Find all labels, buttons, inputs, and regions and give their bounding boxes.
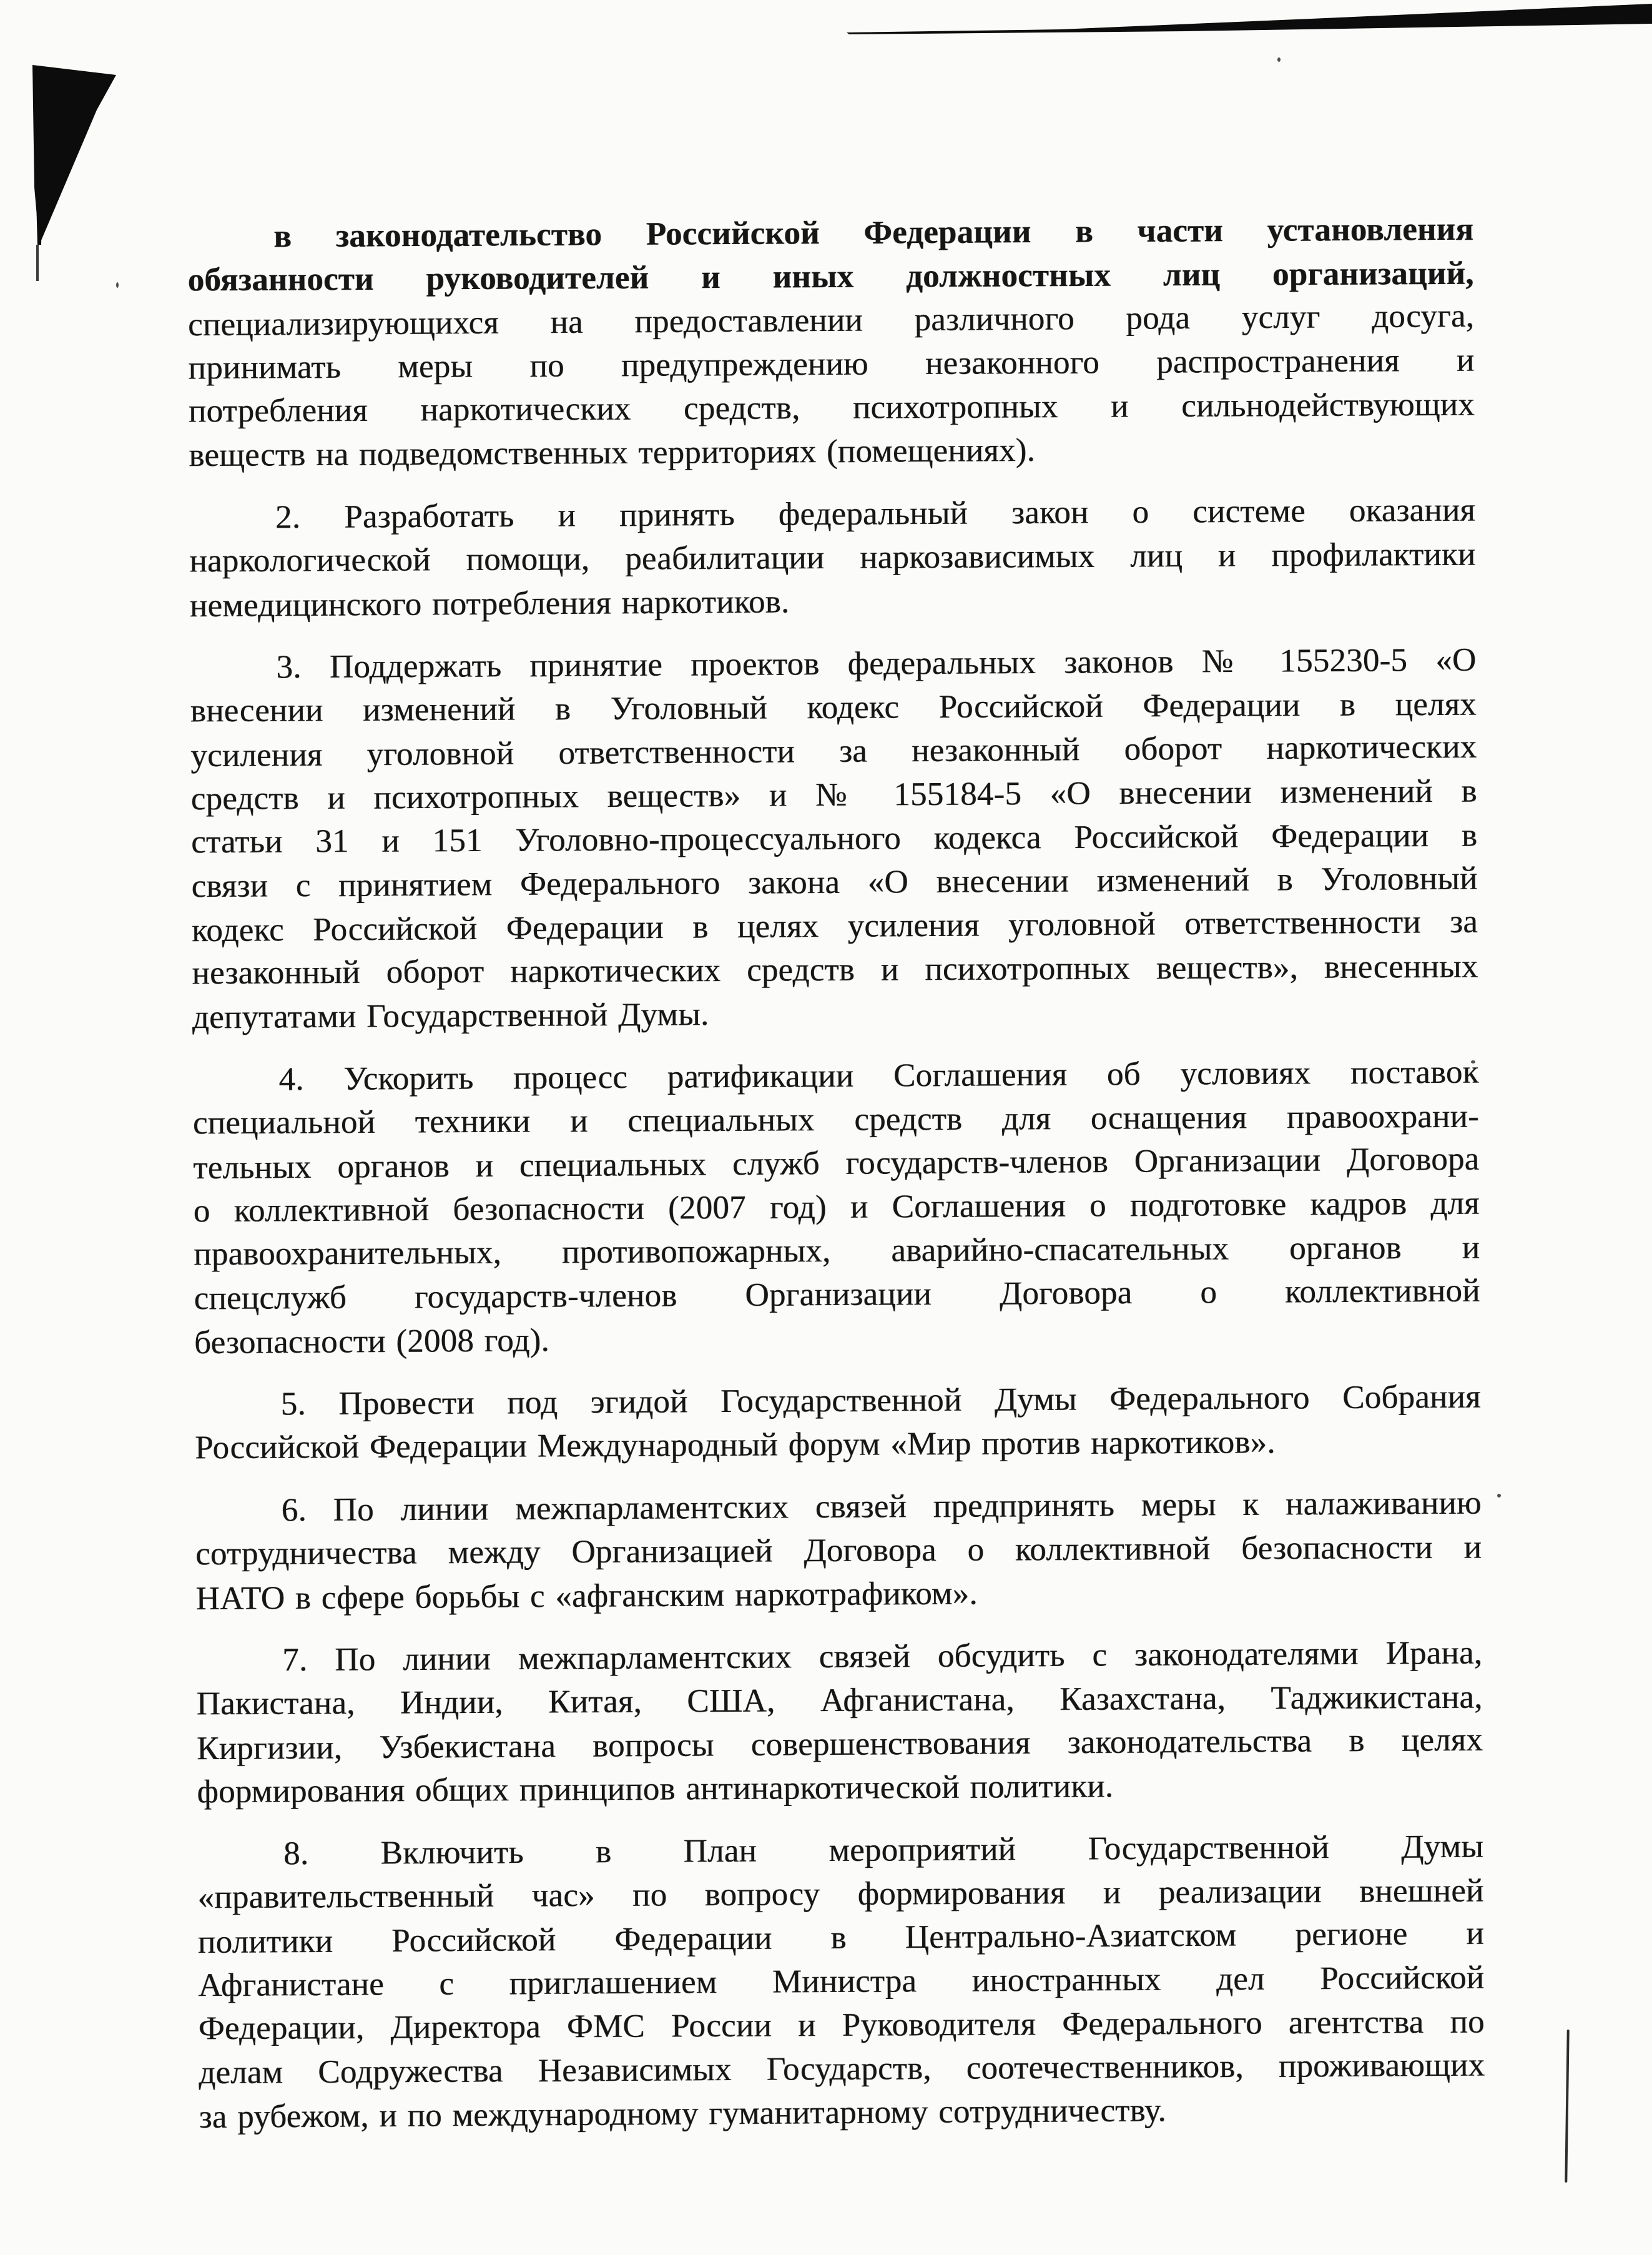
text-line: безопасности (2008 год). [194, 1322, 550, 1361]
text-line: статьи 31 и 151 Уголовно-процессуального кодекса Российской Федерации в [191, 817, 1478, 861]
noise-speck [116, 282, 119, 288]
scan-streak-artifact [0, 0, 1652, 50]
text-line: 8. Включить в План мероприятий Государственной Думы [283, 1828, 1484, 1872]
corner-fold-artifact [0, 0, 162, 300]
text-line: веществ на подведомственных территориях (помещениях). [189, 432, 1036, 474]
text-line: специализирующихся на предоставлении различного рода услуг досуга, [187, 297, 1475, 343]
text-line: делам Содружества Независимых Государств, соотечественников, проживающих [199, 2046, 1485, 2091]
text-line: 6. По линии межпарламентских связей предпринять меры к налаживанию [281, 1484, 1482, 1529]
text-line: правоохранительных, противопожарных, аварийно-спасательных органов и [194, 1229, 1480, 1273]
text-line: средств и психотропных веществ» и № 155184-5 «О внесении изменений в [190, 772, 1477, 817]
text-line: наркологической помощи, реабилитации наркозависимых лиц и профилактики [189, 536, 1476, 580]
text-line: Федерации, Директора ФМС России и Руководителя Федерального агентства по [198, 2003, 1485, 2047]
noise-speck [1277, 57, 1281, 62]
text-line: спецслужб государств-членов Организации Договора о коллективной [194, 1272, 1480, 1317]
vertical-scan-line-artifact [1565, 2030, 1569, 2183]
paragraph-4 [192, 1050, 1480, 1364]
text-line: связи с принятием Федерального закона «О внесении изменений в Уголовный [191, 860, 1478, 905]
paragraph-2 [189, 488, 1476, 628]
text-line: НАТО в сфере борьбы с «афганским наркотрафиком». [195, 1575, 978, 1617]
text-line: 4. Ускорить процесс ратификации Соглашения об условиях поставок [278, 1053, 1479, 1098]
text-line: Киргизии, Узбекистана вопросы совершенствования законодательства в целях [196, 1721, 1483, 1767]
text-line: незаконный оборот наркотических средств и психотропных веществ», внесенных [192, 948, 1478, 992]
text-line: Пакистана, Индии, Китая, США, Афганистана, Казахстана, Таджикистана, [196, 1679, 1483, 1722]
text-line: 5. Провести под эгидой Государственной Думы Федерального Собрания [280, 1378, 1481, 1423]
text-line: кодекс Российской Федерации в целях усиления уголовной ответственности за [191, 903, 1478, 949]
text-line: «правительственный час» по вопросу формирования и реализации внешней [197, 1872, 1484, 1916]
noise-speck [1497, 1494, 1501, 1498]
text-line: сотрудничества между Организацией Договора о коллективной безопасности и [195, 1529, 1482, 1572]
paragraph-3 [190, 638, 1478, 1040]
text-line: внесении изменений в Уголовный кодекс Российской Федерации в целях [190, 686, 1477, 729]
text-line: специальной техники и специальных средств для оснащения правоохрани- [192, 1098, 1480, 1142]
text-line: немедицинского потребления наркотиков. [189, 583, 790, 624]
text-line: принимать меры по предупреждению незаконного распространения и [188, 342, 1475, 387]
text-line: потребления наркотических средств, психотропных и сильнодействующих [188, 386, 1475, 430]
text-line: политики Российской Федерации в Центрально-Азиатском регионе и [197, 1915, 1485, 1961]
text-line: Российской Федерации Международный форум «Мир против наркотиков». [194, 1424, 1276, 1466]
paragraph-8 [197, 1825, 1485, 2139]
text-line: депутатами Государственной Думы. [192, 996, 709, 1036]
text-line: 3. Поддержать принятие проектов федеральных законов № 155230-5 «О [276, 641, 1477, 686]
text-line: усиления уголовной ответственности за незаконный оборот наркотических [190, 728, 1477, 774]
document-text [187, 207, 1485, 2158]
paragraph-6 [195, 1481, 1482, 1621]
paragraph-1 [187, 207, 1475, 478]
text-line: обязанности руководителей и иных должностных лиц организаций, [187, 255, 1474, 299]
text-line: в законодательство Российской Федерации в части установления [273, 210, 1474, 255]
text-line: за рубежом, и по международному гуманитарному сотрудничеству. [199, 2092, 1166, 2136]
text-line: Афганистане с приглашением Министра иностранных дел Российской [198, 1959, 1485, 2004]
text-line: тельных органов и специальных служб государств-членов Организации Договора [193, 1140, 1480, 1187]
paragraph-5 [194, 1375, 1481, 1471]
paragraph-7 [196, 1631, 1483, 1814]
text-line: 7. По линии межпарламентских связей обсудить с законодателями Ирана, [282, 1634, 1483, 1679]
text-line: о коллективной безопасности (2007 год) и Соглашения о подготовке кадров для [193, 1185, 1480, 1230]
text-line: 2. Разработать и принять федеральный закон о системе оказания [275, 491, 1476, 536]
text-line: формирования общих принципов антинаркотической политики. [197, 1768, 1114, 1810]
